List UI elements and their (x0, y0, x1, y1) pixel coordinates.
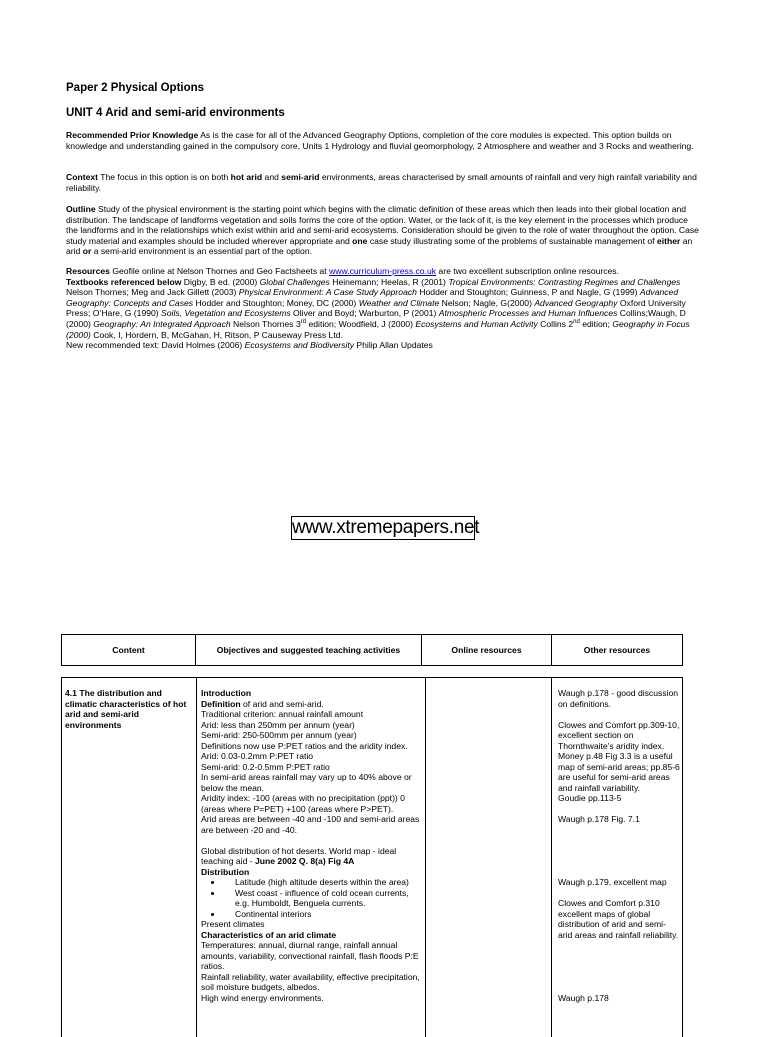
resources-paragraph (66, 266, 702, 351)
ref-text: Heinemann; Heelas, R (2001) (329, 276, 449, 287)
ref-text: Oliver and Boyd; Warburton, P (2001) (290, 308, 439, 319)
ref-title: Weather and Climate (358, 297, 440, 308)
new-text-publisher: Philip Allan Updates (354, 340, 433, 351)
resource-note: Money p.48 Fig 3.3 is a useful map of semi-arid areas; pp.85-6 are useful for semi-arid areas and rainfall variability. (558, 751, 680, 793)
objective-line: Traditional criterion: annual rainfall amount (201, 709, 364, 719)
ref-title: Tropical Environments: Contrasting Regimes and Challenges (448, 276, 681, 287)
ref-title: Geography in Focus (2000) (66, 318, 690, 340)
column-divider (551, 678, 552, 1037)
textbooks-label: Textbooks referenced below (66, 276, 182, 287)
definition-text: of arid and semi-arid. (240, 698, 324, 709)
distribution-heading: Distribution (201, 866, 250, 877)
objective-line: Temperatures: annual, diurnal range, rainfall annual amounts, variability, convectional rainfall, flash floods P:E ratios. (201, 940, 419, 971)
outline-text: Study of the physical environment is the starting point which begins with the climatic definition of these areas which then leads into their global location and distribution. The landscape of landforms vegetation and soils forms the core of the option. Water, or the lack of it, is the key element in the processes which produce the landforms and in the relationships which exist within arid and semi-arid ecosystems. Consideration should be given to the role of water throughout the option. Case study material and examples should be included wherever appropriate and (66, 204, 699, 246)
new-text-title: Ecosystems and Biodiversity (244, 340, 355, 351)
objective-line: Semi-arid: 250-500mm per annum (year) (201, 730, 357, 740)
ref-text: Nelson Thornes; Meg and Jack Gillett (2003) (66, 287, 239, 298)
ref-text: edition; Woodfield, J (2000) (306, 318, 416, 329)
resource-note: Waugh p.179, excellent map (558, 877, 667, 887)
ref-text: Collins 2 (537, 318, 574, 329)
watermark-link[interactable]: www.xtremepapers.net (292, 517, 480, 538)
ref-text: Oxford University Press; O’Hare, G (1990) (66, 297, 686, 319)
ref-text: edition; (579, 318, 613, 329)
list-item: • Latitude (high altitude deserts within the area) (223, 877, 421, 888)
outline-emphasis: one (352, 235, 368, 246)
ref-title: Global Challenges (259, 276, 330, 287)
list-item: • West coast - influence of cold ocean currents, e.g. Humboldt, Benguela currents. (223, 888, 421, 909)
objective-line: Definitions now use P:PET ratios and the aridity index. (201, 740, 408, 751)
ref-text: Nelson Thornes 3 (230, 318, 301, 329)
resource-note: Waugh p.178 Fig. 7.1 (558, 814, 640, 824)
context-label: Context (66, 172, 98, 182)
table-row (61, 677, 683, 1037)
header-objectives: Objectives and suggested teaching activities (196, 635, 422, 665)
ref-title: Geography: An Integrated Approach (93, 318, 231, 329)
ref-title: Physical Environment: A Case Study Approach (238, 287, 417, 298)
ref-title: Soils, Vegetation and Ecosystems (161, 308, 291, 319)
content-cell: 4.1 The distribution and climatic characteristics of hot arid and semi-arid environments (65, 688, 187, 730)
context-semi-arid: semi-arid (281, 172, 320, 182)
distribution-list (201, 877, 421, 919)
context-text: The focus in this option is on both (98, 172, 231, 182)
ref-title: Advanced Geography: Concepts and Cases (66, 287, 679, 308)
resource-note: Waugh p.178 (558, 992, 609, 1003)
objective-line: Rainfall reliability, water availability, effective precipitation, soil moisture budgets, albedos. (201, 971, 420, 992)
other-resources-cell (558, 688, 680, 1003)
context-text: and (262, 172, 282, 182)
ref-superscript: rd (300, 319, 307, 326)
column-divider (425, 678, 426, 1037)
objective-line: Arid: less than 250mm per annum (year) (201, 719, 355, 730)
recommended-label: Recommended Prior Knowledge (66, 130, 199, 140)
context-paragraph (66, 172, 702, 193)
ref-title: Advanced Geography (534, 297, 618, 308)
context-text: environments, areas characterised by small amounts of rainfall and very high rainfall variability and reliability. (66, 172, 697, 193)
characteristics-heading: Characteristics of an arid climate (201, 929, 337, 940)
resource-note: Clowes and Comfort pp.309-10, excellent section on Thornthwaite's aridity index. (558, 719, 680, 751)
header-other-resources: Other resources (583, 645, 651, 655)
table-header-row (61, 634, 683, 666)
definition-label: Definition (201, 698, 241, 709)
outline-text: an arid (66, 235, 693, 257)
ref-text: Nelson; Nagle, G(2000) (439, 297, 535, 308)
ref-text: Collins;Waugh, D (2000) (66, 308, 686, 329)
objectives-cell (201, 688, 421, 1003)
ref-text: Hodder and Stoughton; Money, DC (2000) (193, 297, 359, 308)
curriculum-press-link[interactable]: www.curriculum-press.co.uk (329, 266, 437, 276)
header-online-resources: Online resources (422, 635, 552, 665)
paper-title: Paper 2 Physical Options (66, 82, 205, 94)
objective-line: Semi-arid: 0.2-0.5mm P:PET ratio (201, 761, 330, 772)
recommended-text: As is the case for all of the Advanced Geography Options, completion of the core modules is expected. This option builds on knowledge and understanding gained in the compulsory core, Units 1 Hydrology and fluvial geomorphology, 2 Atmosphere and weather and 3 Rocks and weathering. (66, 130, 694, 151)
header-content: Content (62, 635, 196, 665)
global-distribution-text: Global distribution of hot deserts. World map - ideal teaching aid - (201, 845, 397, 866)
objective-line: High wind energy environments. (201, 992, 324, 1003)
recommended-knowledge-paragraph (66, 130, 702, 151)
outline-label: Outline (66, 204, 96, 214)
objective-line: Arid areas are between -40 and -100 and semi-arid areas are between -20 and -40. (201, 814, 420, 835)
resources-text: Geofile online at Nelson Thornes and Geo Factsheets at (109, 266, 330, 276)
ref-text: Hodder and Stoughton; Guinness, P and Nagle, G (1999) (416, 287, 640, 298)
ref-title: Ecosystems and Human Activity (415, 318, 538, 329)
outline-paragraph (66, 204, 702, 257)
outline-emphasis: either (656, 235, 681, 246)
ref-title: Atmospheric Processes and Human Influences (438, 308, 618, 319)
ref-superscript: nd (573, 319, 580, 326)
outline-emphasis: or (82, 246, 92, 257)
resource-note: Goudie pp.113-5 (558, 793, 622, 803)
column-divider (196, 678, 197, 1037)
resource-note: Waugh p.178 - good discussion on definitions. (558, 688, 679, 709)
outline-text: a semi-arid environment is an essential part of the option. (91, 246, 313, 257)
unit-title: UNIT 4 Arid and semi-arid environments (66, 107, 285, 119)
list-item: • Continental interiors (223, 909, 421, 920)
ref-text: Digby, B ed. (2000) (181, 276, 260, 287)
resources-label: Resources (66, 266, 110, 276)
resource-note: Clowes and Comfort p.310 excellent maps of global distribution of arid and semi-arid areas and rainfall reliability. (558, 898, 679, 940)
exam-reference: June 2002 Q. 8(a) Fig 4A (254, 856, 355, 866)
ref-text: Cook, I, Hordern, B, McGahan, H, Ritson, P Causeway Press Ltd. (90, 329, 343, 340)
resources-text: are two excellent subscription online resources. (436, 266, 619, 276)
present-climates: Present climates (201, 919, 265, 929)
new-text-label: New recommended text: David Holmes (2006) (66, 340, 245, 351)
introduction-heading: Introduction (201, 688, 252, 698)
objective-line: Arid: 0.03-0.2mm P:PET ratio (201, 751, 314, 761)
objective-line: In semi-arid areas rainfall may vary up to 40% above or below the mean. (201, 772, 412, 793)
objective-line: Aridity index: -100 (areas with no precipitation (ppt)) 0 (areas where P=PET) +100 (areas where P>PET). (201, 793, 405, 814)
outline-text: case study illustrating some of the problems of sustainable management of (367, 235, 657, 246)
context-hot-arid: hot arid (230, 172, 263, 182)
